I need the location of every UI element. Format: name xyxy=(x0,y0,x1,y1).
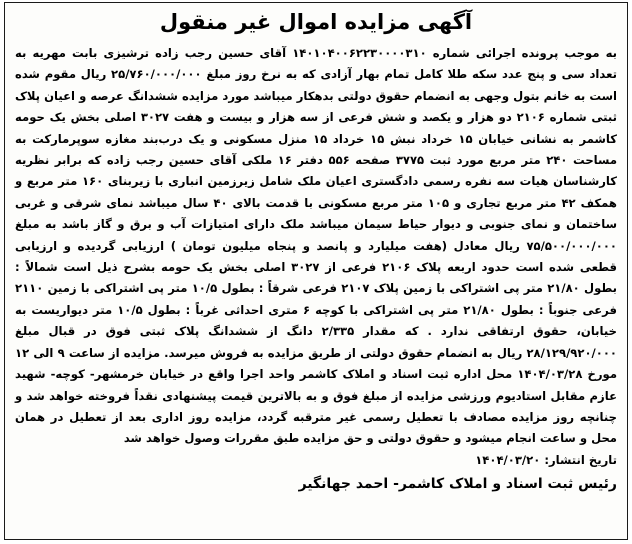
notice-body: به موجب پرونده اجرائی شماره ۱۴۰۱۰۴۰۰۶۲۲۳۰۰۰۰۳۱۰ آقای حسین رجب زاده ترشیزی بابت مهریه به تعداد سی و پنج عدد سکه طلا کامل تمام بهار آزادی که به نرخ روز مبلغ ۲۵/۷۶۰/۰۰۰/۰۰۰ ریال مقوم شده است به خانم بتول وجهی به انضمام حقوق دولتی بدهکار میباشد مورد مزایده ششدانگ عرصه و اعیان پلاک ثبتی شماره ۲۱۰۶ دو هزار و یکصد و شش فرعی از سه هزار و بیست و هفت ۳۰۲۷ اصلی بخش یک حومه کاشمر به نشانی خیابان ۱۵ خرداد نبش ۱۵ خرداد ۱۵ منزل مسکونی و یک درب‌بند مغازه سوپرمارکت به مساحت ۲۴۰ متر مربع مورد ثبت ۳۷۷۵ صفحه ۵۵۶ دفتر ۱۶ ملکی آقای حسین رجب زاده که برابر نظریه کارشناسان هیات سه نفره رسمی دادگستری اعیان ملک شامل زیرزمین انباری با زیربنای ۱۶۰ متر مربع و همکف ۴۲ متر مربع تجاری و ۱۰۵ متر مربع مسکونی با قدمت بالای ۴۰ سال میباشد نمای شرقی و غربی ساختمان و نمای جنوبی و دیوار حیاط سیمان میباشد ملک دارای امتیازات آب و برق و گاز باشد به مبلغ ۷۵/۵۰۰/۰۰۰/۰۰۰ ریال معادل (هفت میلیارد و پانصد و پنجاه میلیون تومان ) ارزیابی گردیده و ارزیابی قطعی شده است حدود اربعه پلاک ۲۱۰۶ فرعی از ۳۰۲۷ اصلی بخش یک حومه بشرح ذیل است شمالاً : بطول ۲۱/۸۰ متر پی اشتراکی با زمین پلاک ۲۱۰۷ فرعی شرقاً : بطول ۱۰/۵ متر پی اشتراکی با زمین ۲۱۱۰ فرعی جنوباً : بطول ۲۱/۸۰ متر پی اشتراکی با کوچه ۶ متری احداثی غرباً : بطول ۱۰/۵ متر دیواریست به خیابان، حقوق ارتفاقی ندارد . که مقدار ۲/۳۳۵ دانگ از ششدانگ پلاک ثبتی فوق در قبال مبلغ ۲۸/۱۲۹/۹۲۰/۰۰۰ ریال به انضمام حقوق دولتی از طریق مزایده به فروش میرسد. مزایده از ساعت ۹ الی ۱۲ مورخ ۱۴۰۴/۰۳/۲۸ محل اداره ثبت اسناد و املاک کاشمر واحد اجرا واقع در خیابان خرمشهر- کوچه- شهید عازم مقابل استادیوم ورزشی مزایده از مبلغ فوق و به بالاترین قیمت پیشنهادی نقداً فروخته خواهد شد و چنانچه روز مزایده مصادف با تعطیل رسمی غیر مترقبه گردد، مزایده روز اداری بعد از تعطیل در همان محل و ساعت انجام میشود و حقوق دولتی و حق مزایده طبق مقررات وصول خواهد شد xyxy=(15,46,618,446)
notice-title: آگهی مزایده اموال غیر منقول xyxy=(159,10,473,34)
signature: رئیس ثبت اسناد و املاک کاشمر- احمد جهانگیر xyxy=(298,475,617,492)
publish-date: تاریخ انتشار: ۱۴۰۴/۰۳/۲۰ xyxy=(475,452,617,467)
auction-notice xyxy=(4,2,628,540)
